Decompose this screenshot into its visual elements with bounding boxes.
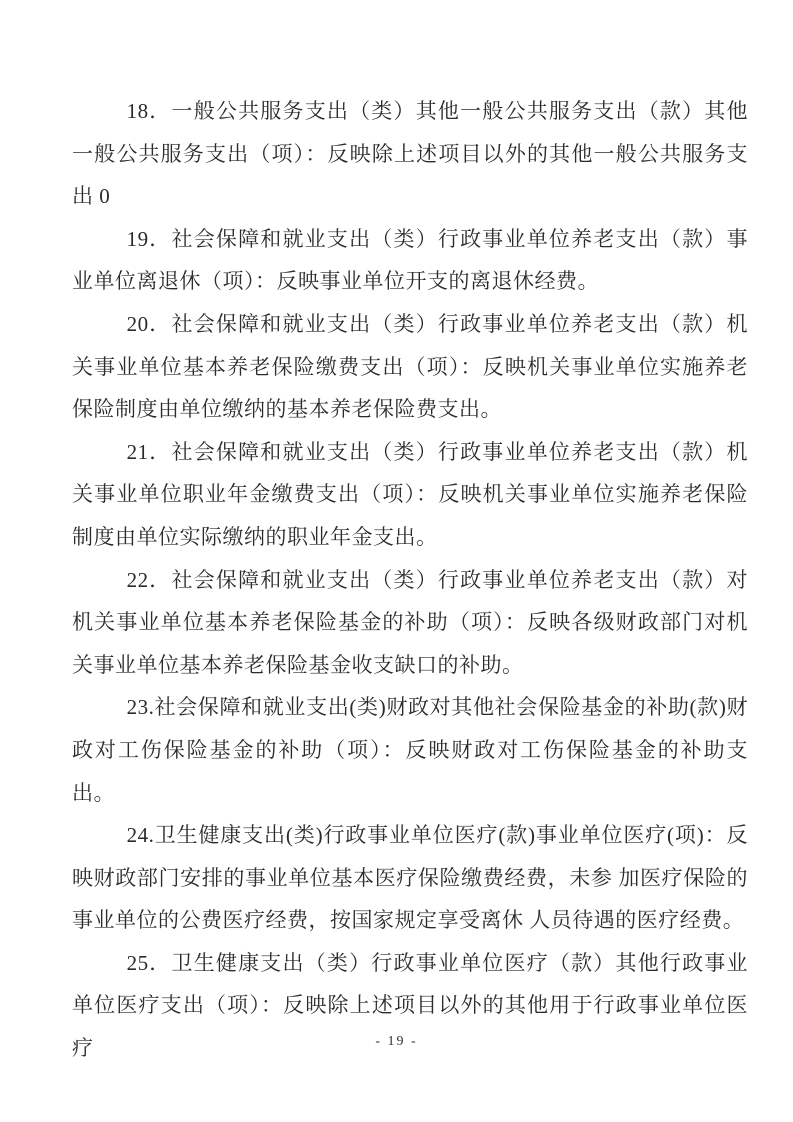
- page-number: - 19 -: [375, 1034, 418, 1049]
- paragraph-22: 22．社会保障和就业支出（类）行政事业单位养老支出（款）对机关事业单位基本养老保险基金的补助（项）：反映各级财政部门对机关事业单位基本养老保险基金收支缺口的补助。: [72, 567, 748, 677]
- paragraph-19: 19．社会保障和就业支出（类）行政事业单位养老支出（款）事业单位离退休（项）：反映事业单位开支的离退休经费。: [72, 226, 748, 294]
- document-body: [72, 90, 748, 1070]
- paragraph-21: 21．社会保障和就业支出（类）行政事业单位养老支出（款）机关事业单位职业年金缴费支出（项）：反映机关事业单位实施养老保险制度由单位实际缴纳的职业年金支出。: [72, 439, 748, 549]
- paragraph-23: 23.社会保障和就业支出(类)财政对其他社会保险基金的补助(款)财政对工伤保险基金的补助（项）：反映财政对工伤保险基金的补助支出。: [72, 695, 748, 805]
- paragraph-25: 25．卫生健康支出（类）行政事业单位医疗（款）其他行政事业单位医疗支出（项）：反映除上述项目以外的其他用于行政事业单位医疗: [72, 950, 748, 1061]
- paragraph-18: 18．一般公共服务支出（类）其他一般公共服务支出（款）其他一般公共服务支出（项）：反映除上述项目以外的其他一般公共服务支出 0: [72, 99, 748, 209]
- paragraph-20: 20．社会保障和就业支出（类）行政事业单位养老支出（款）机关事业单位基本养老保险缴费支出（项）：反映机关事业单位实施养老保险制度由单位缴纳的基本养老保险费支出。: [72, 311, 748, 422]
- paragraph-24: 24.卫生健康支出(类)行政事业单位医疗(款)事业单位医疗(项)：反映财政部门安排的事业单位基本医疗保险缴费经费，未参 加医疗保险的事业单位的公费医疗经费，按国家规定享受离休 人员待遇的医疗经费。: [72, 823, 748, 933]
- page-footer: [0, 1032, 793, 1052]
